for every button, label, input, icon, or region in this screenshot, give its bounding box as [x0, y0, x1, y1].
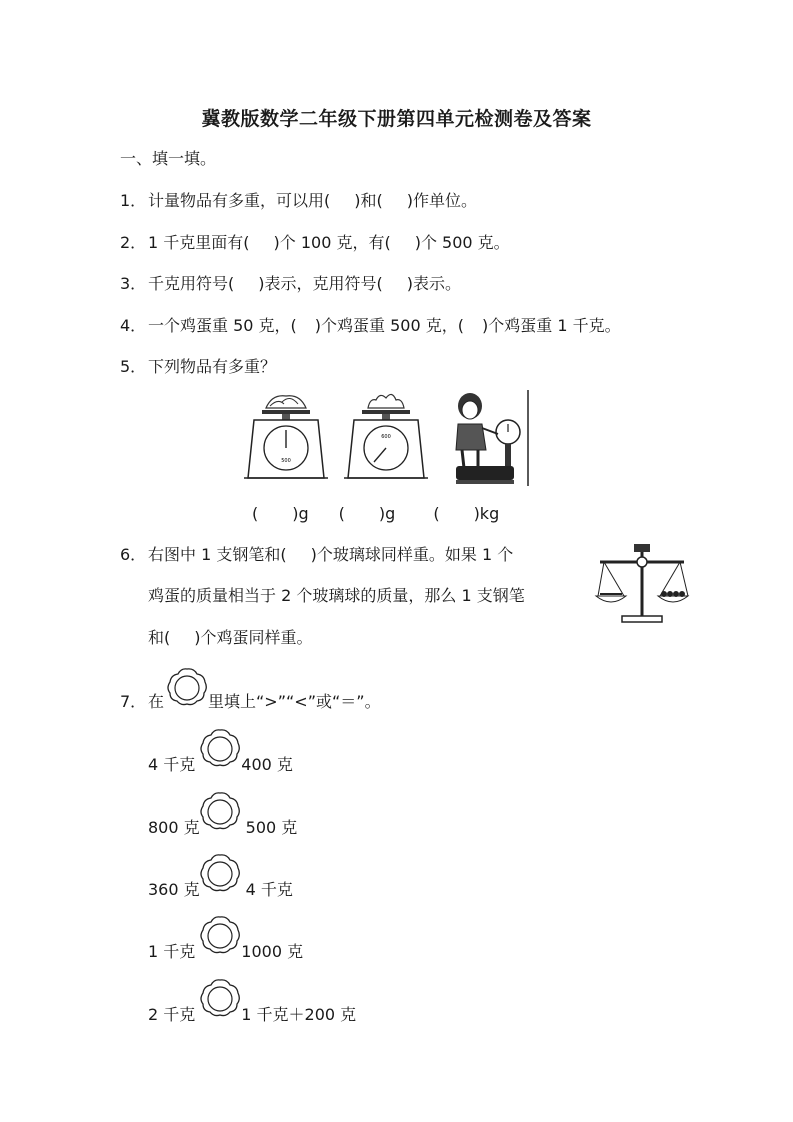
blank-open: ( [252, 504, 259, 523]
question-text: 千克用符号( [148, 274, 235, 293]
compare-left: 4 千克 [148, 755, 196, 774]
compare-left: 800 克 [148, 818, 200, 837]
question-number: 6． [120, 545, 147, 564]
compare-left: 2 千克 [148, 1005, 196, 1024]
flower-answer-box[interactable] [199, 727, 241, 769]
question-2 [120, 232, 510, 254]
question-number: 1． [120, 191, 147, 210]
question-number: 7． [120, 692, 147, 711]
question-text: 右图中 1 支钢笔和( [148, 545, 287, 564]
flower-answer-box[interactable] [199, 977, 241, 1019]
question-text: 一个鸡蛋重 50 克，( [148, 316, 297, 335]
unit-label: )g [378, 504, 396, 523]
kitchen-scale-figure [344, 390, 428, 486]
blank-open: ( [338, 504, 345, 523]
unit-label: )kg [473, 504, 500, 523]
question-number: 5． [120, 357, 147, 376]
question-4 [120, 315, 621, 337]
flower-answer-box[interactable] [199, 852, 241, 894]
question-text: )作单位。 [406, 191, 477, 210]
question-number: 2． [120, 233, 147, 252]
flower-answer-box[interactable] [199, 790, 241, 832]
weight-answer-labels [252, 504, 499, 523]
compare-item [148, 1004, 356, 1026]
question-number: 3． [120, 274, 147, 293]
kitchen-scale-figure [244, 390, 328, 486]
question-text: )个 100 克，有( [273, 233, 391, 252]
unit-label: )g [292, 504, 309, 523]
page-title: 冀教版数学二年级下册第四单元检测卷及答案 [201, 108, 592, 130]
question-1 [120, 190, 477, 212]
flower-answer-box[interactable] [199, 914, 241, 956]
question-text: 和( [148, 628, 171, 647]
person-on-scale-figure [442, 388, 532, 488]
question-6 [120, 544, 513, 566]
compare-left: 360 克 [148, 880, 200, 899]
compare-left: 1 千克 [148, 942, 196, 961]
question-text: 在 [148, 692, 165, 711]
question-7 [120, 691, 381, 713]
question-text: )表示，克用符号( [258, 274, 383, 293]
question-text: )个鸡蛋同样重。 [194, 628, 313, 647]
section-heading: 一、填一填。 [120, 149, 217, 168]
question-number: 4． [120, 316, 147, 335]
question-text: )个玻璃球同样重。如果 1 个 [310, 545, 514, 564]
question-text: 下列物品有多重？ [148, 357, 277, 376]
question-text: 里填上“>”“<”或“＝”。 [208, 692, 381, 711]
flower-answer-box [166, 666, 208, 708]
compare-right: 400 克 [241, 755, 293, 774]
scale-reading: 600 [381, 434, 391, 440]
blank-open: ( [433, 504, 440, 523]
compare-right: 1000 克 [241, 942, 304, 961]
question-text: 计量物品有多重，可以用( [148, 191, 331, 210]
question-text: )个鸡蛋重 500 克，( [314, 316, 464, 335]
compare-right: 500 克 [245, 818, 298, 837]
question-text: )个鸡蛋重 1 千克。 [481, 316, 621, 335]
question-6-line-3 [148, 627, 313, 649]
question-6-line-2: 鸡蛋的质量相当于 2 个玻璃球的质量，那么 1 支钢笔 [148, 586, 525, 605]
question-text: 1 千克里面有( [148, 233, 250, 252]
question-3 [120, 273, 461, 295]
question-text: )表示。 [406, 274, 461, 293]
question-5 [120, 356, 276, 378]
question-text: )个 500 克。 [414, 233, 510, 252]
balance-scale-figure [594, 542, 690, 626]
question-text: )和( [354, 191, 383, 210]
compare-right: 4 千克 [245, 880, 293, 899]
scale-reading: 500 [281, 458, 291, 464]
compare-right: 1 千克＋200 克 [241, 1005, 357, 1024]
